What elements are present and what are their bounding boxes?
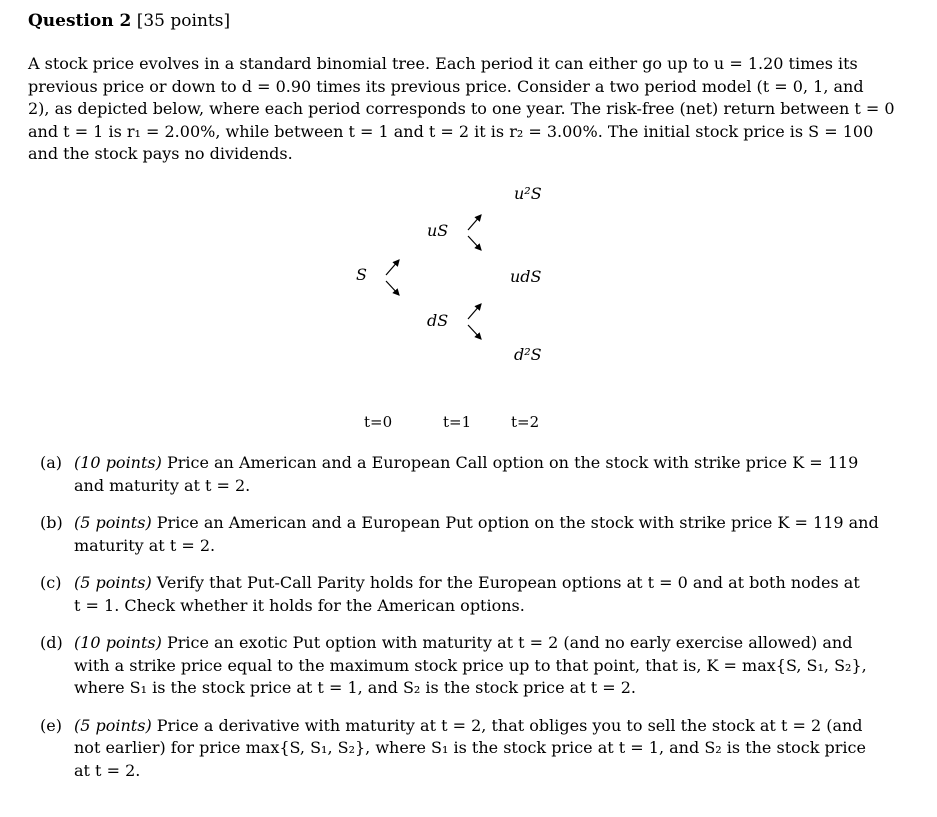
time-label-t2: t=2	[511, 413, 540, 431]
part-text: Price a derivative with maturity at t = 2, that obliges you to sell the stock at t = 2 (and	[156, 715, 863, 735]
part-label: (b)	[40, 513, 63, 532]
part-text: Verify that Put-Call Parity holds for the European options at t = 0 and at both nodes at	[156, 573, 860, 592]
intro-line: A stock price evolves in a standard binomial tree. Each period it can either go up to u = 1.20 times its	[28, 54, 858, 73]
node-uus: u²S	[514, 184, 542, 203]
part-text: Price an exotic Put option with maturity at t = 2 (and no early exercise allowed) and	[166, 633, 853, 652]
part-points: (10 points)	[74, 633, 162, 652]
up-arrow	[468, 215, 481, 230]
part-label: (c)	[40, 573, 62, 592]
question-parts	[40, 452, 879, 797]
part-points: (5 points)	[74, 715, 152, 735]
part-b	[40, 512, 879, 557]
part-text: t = 1. Check whether it holds for the American options.	[74, 595, 525, 615]
part-text: maturity at t = 2.	[74, 535, 216, 555]
part-text: Price an American and a European Call option on the stock with strike price K = 119	[166, 453, 859, 472]
part-points: (5 points)	[74, 513, 152, 532]
time-label-t1: t=1	[443, 413, 472, 431]
part-points: (10 points)	[74, 453, 162, 472]
intro-line: and t = 1 is r₁ = 2.00%, while between t = 1 and t = 2 it is r₂ = 3.00%. The initial stock price is S = 100	[28, 121, 874, 141]
down-arrow	[468, 236, 481, 250]
part-points: (5 points)	[74, 573, 152, 592]
intro-line: and the stock pays no dividends.	[28, 144, 293, 163]
intro-line: previous price or down to d = 0.90 times its previous price. Consider a two period model (t = 0, 1, and	[28, 76, 864, 96]
part-label: (e)	[40, 715, 62, 735]
part-text: Price an American and a European Put option on the stock with strike price K = 119 and	[156, 513, 879, 532]
up-arrow	[468, 304, 481, 319]
question-label: Question 2	[28, 11, 132, 31]
part-text: and maturity at t = 2.	[74, 475, 251, 495]
part-text: with a strike price equal to the maximum stock price up to that point, that is, K = max{S, S₁, S₂},	[74, 655, 867, 675]
intro-paragraph	[28, 53, 895, 166]
node-ds: dS	[427, 311, 449, 330]
node-s0: S	[356, 265, 367, 284]
part-text: at t = 2.	[74, 760, 141, 780]
intro-line: 2), as depicted below, where each period corresponds to one year. The risk-free (net) return between t = 0	[28, 99, 895, 118]
arrows-from-us	[464, 210, 486, 254]
part-c	[40, 572, 872, 617]
part-text: where S₁ is the stock price at t = 1, and S₂ is the stock price at t = 2.	[74, 678, 636, 697]
down-arrow	[468, 325, 481, 339]
node-dds: d²S	[514, 345, 542, 364]
arrows-from-ds	[464, 299, 486, 343]
down-arrow	[386, 281, 399, 295]
part-label: (d)	[40, 633, 63, 652]
node-us: uS	[427, 221, 449, 240]
node-uds: udS	[510, 267, 542, 286]
question-points: [35 points]	[136, 11, 231, 31]
arrows-from-s0	[382, 255, 404, 299]
part-a	[40, 452, 872, 497]
question-title	[28, 10, 230, 33]
part-label: (a)	[40, 453, 63, 472]
part-e	[40, 715, 872, 783]
part-d	[40, 632, 872, 700]
time-label-t0: t=0	[364, 413, 393, 431]
up-arrow	[386, 260, 399, 275]
part-text: not earlier) for price max{S, S₁, S₂}, where S₁ is the stock price at t = 1, and S₂ is the stock price	[74, 738, 866, 757]
